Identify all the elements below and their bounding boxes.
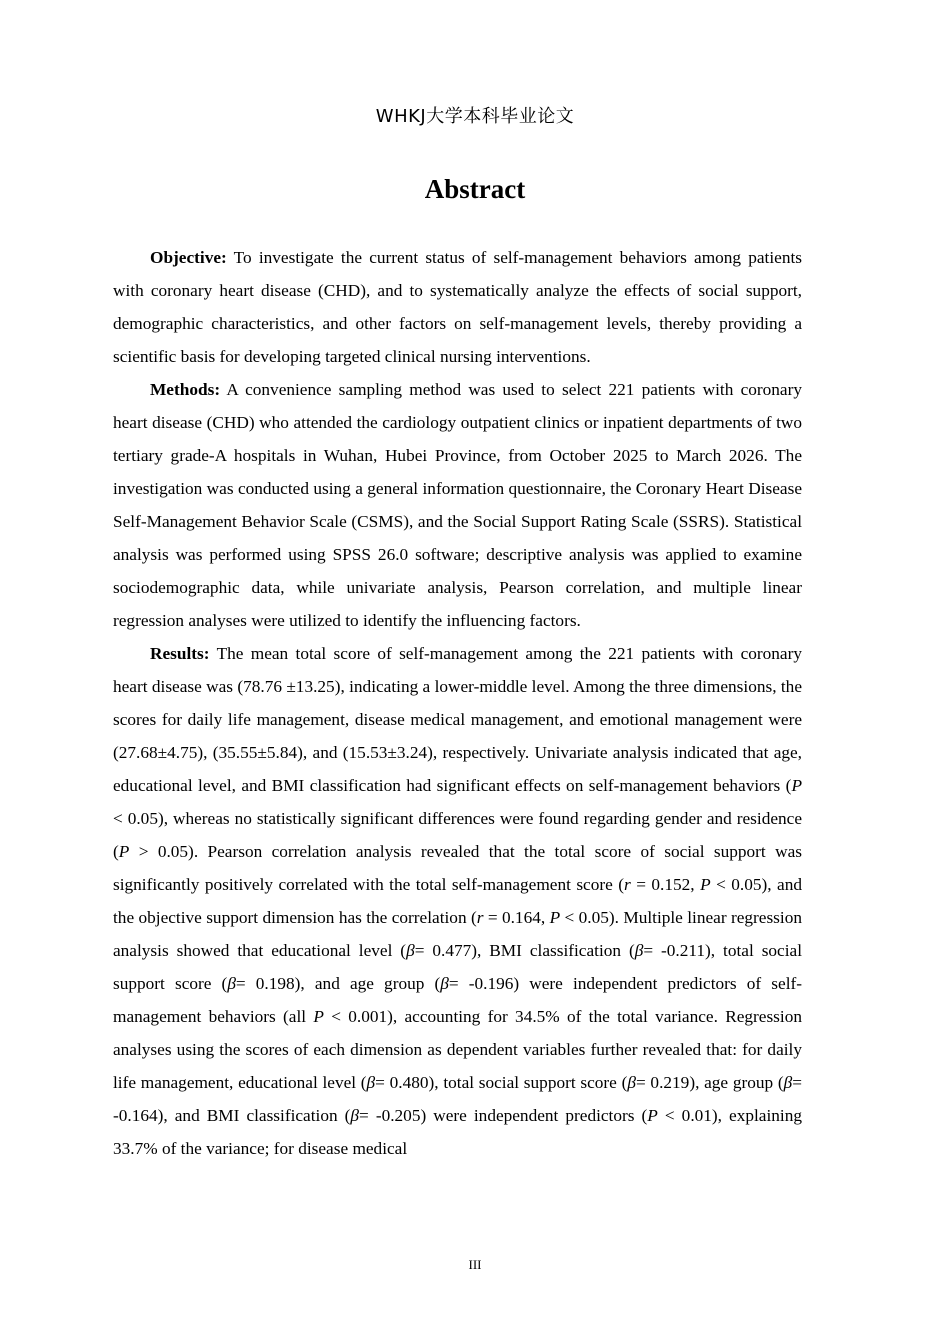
italic-symbol: P bbox=[549, 908, 561, 927]
text-segment: = -0.164), and BMI classification ( bbox=[113, 1073, 802, 1125]
objective-label: Objective: bbox=[150, 248, 227, 267]
italic-symbol: β bbox=[406, 941, 415, 960]
text-segment: < 0.05), and the objective support dimension has the correlation ( bbox=[113, 875, 802, 927]
text-segment: = -0.205) were independent predictors ( bbox=[359, 1106, 648, 1125]
methods-paragraph bbox=[113, 373, 802, 637]
italic-symbol: r bbox=[476, 908, 484, 927]
results-label: Results: bbox=[150, 644, 210, 663]
results-paragraph bbox=[113, 637, 802, 1165]
italic-symbol: β bbox=[634, 941, 644, 960]
text-segment: < 0.001), accounting for 34.5% of the total variance. Regression analyses using the scores of each dimension as dependent variables further revealed that: for daily life management, educational level ( bbox=[113, 1007, 802, 1092]
italic-symbol: P bbox=[647, 1106, 658, 1125]
italic-symbol: β bbox=[366, 1073, 376, 1092]
abstract-body bbox=[113, 241, 802, 1165]
italic-symbol: P bbox=[700, 875, 711, 894]
text-segment: = 0.164, bbox=[483, 908, 550, 927]
text-segment: To investigate the current status of self-management behaviors among patients with coronary heart disease (CHD), and to systematically analyze the effects of social support, demographic characteristics, and other factors on self-management levels, thereby providing a scientific basis for developing targeted clinical nursing interventions. bbox=[113, 248, 802, 366]
text-segment: = 0.477), BMI classification ( bbox=[414, 941, 635, 960]
italic-symbol: β bbox=[440, 974, 449, 993]
text-segment: A convenience sampling method was used to select 221 patients with coronary heart disease (CHD) who attended the cardiology outpatient clinics or inpatient departments of two tertiary grade-A hospitals in Wuhan, Hubei Province, from October 2025 to March 2026. The investigation was conducted using a general information questionnaire, the Coronary Heart Disease Self-Management Behavior Scale (CSMS), and the Social Support Rating Scale (SSRS). Statistical analysis was performed using SPSS 26.0 software; descriptive analysis was applied to examine sociodemographic data, while univariate analysis, Pearson correlation, and multiple linear regression analyses were utilized to identify the influencing factors. bbox=[113, 380, 802, 630]
italic-symbol: P bbox=[791, 776, 802, 795]
italic-symbol: β bbox=[627, 1073, 636, 1092]
text-segment: = 0.198), and age group ( bbox=[235, 974, 441, 993]
text-segment: = 0.480), total social support score ( bbox=[375, 1073, 628, 1092]
italic-symbol: P bbox=[313, 1007, 324, 1026]
text-segment: = -0.211), total social support score ( bbox=[113, 941, 803, 993]
page-number: III bbox=[468, 1257, 482, 1272]
text-segment: < 0.05). Multiple linear regression analysis showed that educational level ( bbox=[113, 908, 802, 960]
text-segment: = -0.196) were independent predictors of self-management behaviors (all bbox=[113, 974, 803, 1026]
abstract-title: Abstract bbox=[424, 174, 526, 204]
text-segment: = 0.152, bbox=[630, 875, 701, 894]
objective-paragraph bbox=[113, 241, 802, 373]
text-segment: The mean total score of self-management among the 221 patients with coronary heart disease was (78.76 ±13.25), indicating a lower-middle level. Among the three dimensions, the scores for daily life management, disease medical management, and emotional management were (27.68±4.75), (35.55±5.84), and (15.53±3.24), respectively. Univariate analysis indicated that age, educational level, and BMI classification had significant effects on self-management behaviors ( bbox=[113, 644, 802, 795]
text-segment: = 0.219), age group ( bbox=[635, 1073, 784, 1092]
italic-symbol: P bbox=[118, 842, 130, 861]
text-segment: < 0.05), whereas no statistically significant differences were found regarding gender and residence ( bbox=[113, 809, 802, 861]
italic-symbol: β bbox=[227, 974, 236, 993]
italic-symbol: β bbox=[783, 1073, 793, 1092]
text-segment: < 0.01), explaining 33.7% of the variance; for disease medical bbox=[113, 1106, 802, 1158]
methods-text bbox=[113, 380, 802, 630]
methods-label: Methods: bbox=[150, 380, 221, 399]
results-text bbox=[113, 644, 802, 1158]
page-header: WHKJ大学本科毕业论文 bbox=[375, 106, 575, 127]
italic-symbol: β bbox=[350, 1106, 360, 1125]
text-segment: > 0.05). Pearson correlation analysis revealed that the total score of social support was significantly positively correlated with the total self-management score ( bbox=[113, 842, 802, 894]
italic-symbol: r bbox=[624, 875, 631, 894]
